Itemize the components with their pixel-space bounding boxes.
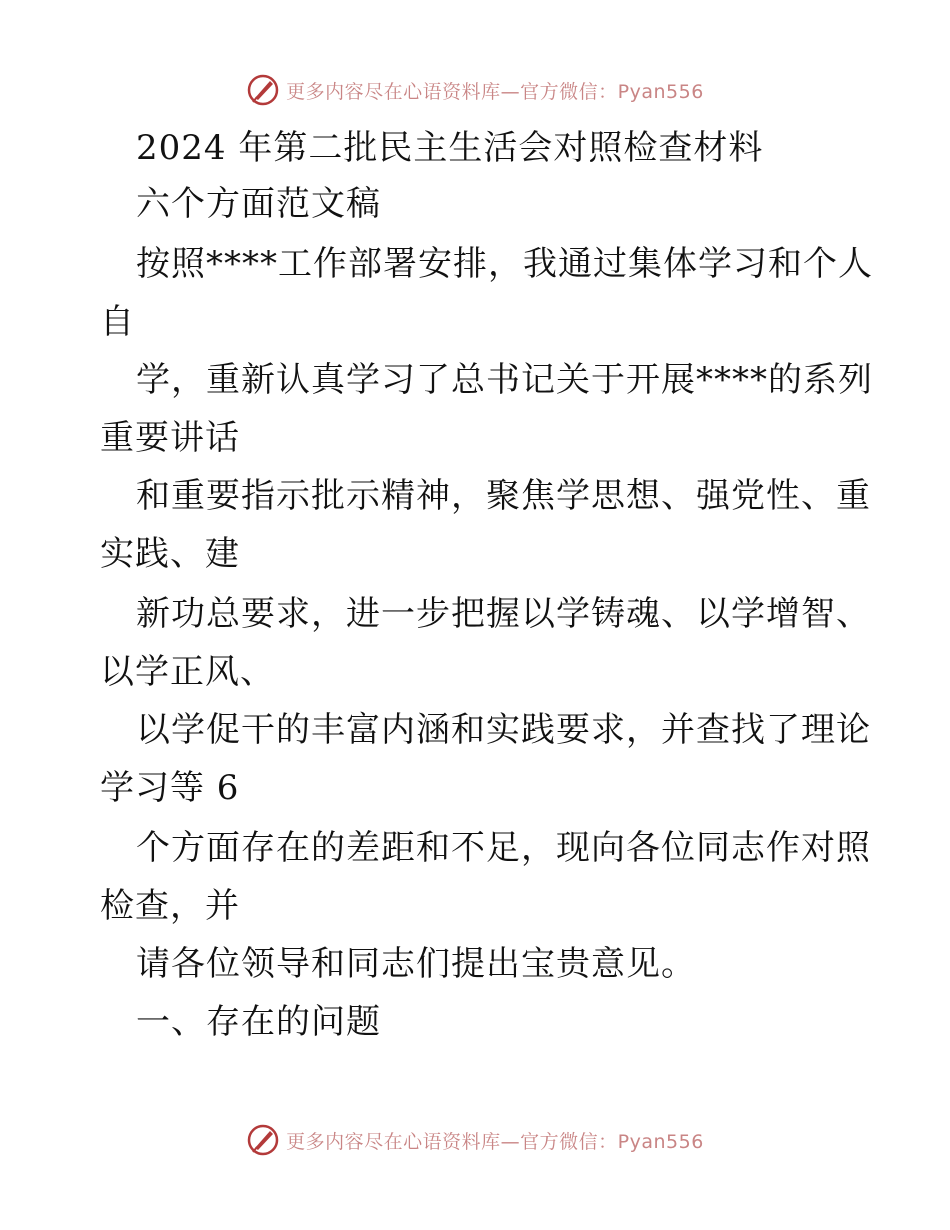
paragraph-line: 按照****工作部署安排，我通过集体学习和个人 xyxy=(136,244,873,284)
paragraph-line: 实践、建 xyxy=(100,534,240,574)
paragraph-line: 和重要指示批示精神，聚焦学思想、强党性、重 xyxy=(136,476,871,516)
paragraph-line: 重要讲话 xyxy=(100,418,240,458)
paragraph-line: 新功总要求，进一步把握以学铸魂、以学增智、 xyxy=(136,594,871,634)
paragraph-line: 请各位领导和同志们提出宝贵意见。 xyxy=(136,944,696,984)
feather-pen-circle-icon xyxy=(246,1123,280,1157)
feather-pen-circle-icon xyxy=(246,73,280,107)
paragraph-line: 学，重新认真学习了总书记关于开展****的系列 xyxy=(136,360,873,400)
document-subtitle: 六个方面范文稿 xyxy=(136,184,381,224)
watermark-footer xyxy=(0,1120,950,1160)
paragraph-line: 自 xyxy=(100,302,135,342)
watermark-text: 更多内容尽在心语资料库—官方微信：Pyan556 xyxy=(286,80,704,103)
document-title: 2024 年第二批民主生活会对照检查材料 xyxy=(136,128,764,168)
paragraph-line: 检查，并 xyxy=(100,886,240,926)
paragraph-line: 学习等 6 xyxy=(100,768,240,808)
watermark-text: 更多内容尽在心语资料库—官方微信：Pyan556 xyxy=(286,1130,704,1153)
paragraph-line: 个方面存在的差距和不足，现向各位同志作对照 xyxy=(136,828,871,868)
paragraph-line: 以学正风、 xyxy=(100,652,275,692)
watermark-header xyxy=(0,70,950,110)
paragraph-line: 以学促干的丰富内涵和实践要求，并查找了理论 xyxy=(136,710,871,750)
section-heading: 一、存在的问题 xyxy=(136,1002,381,1042)
